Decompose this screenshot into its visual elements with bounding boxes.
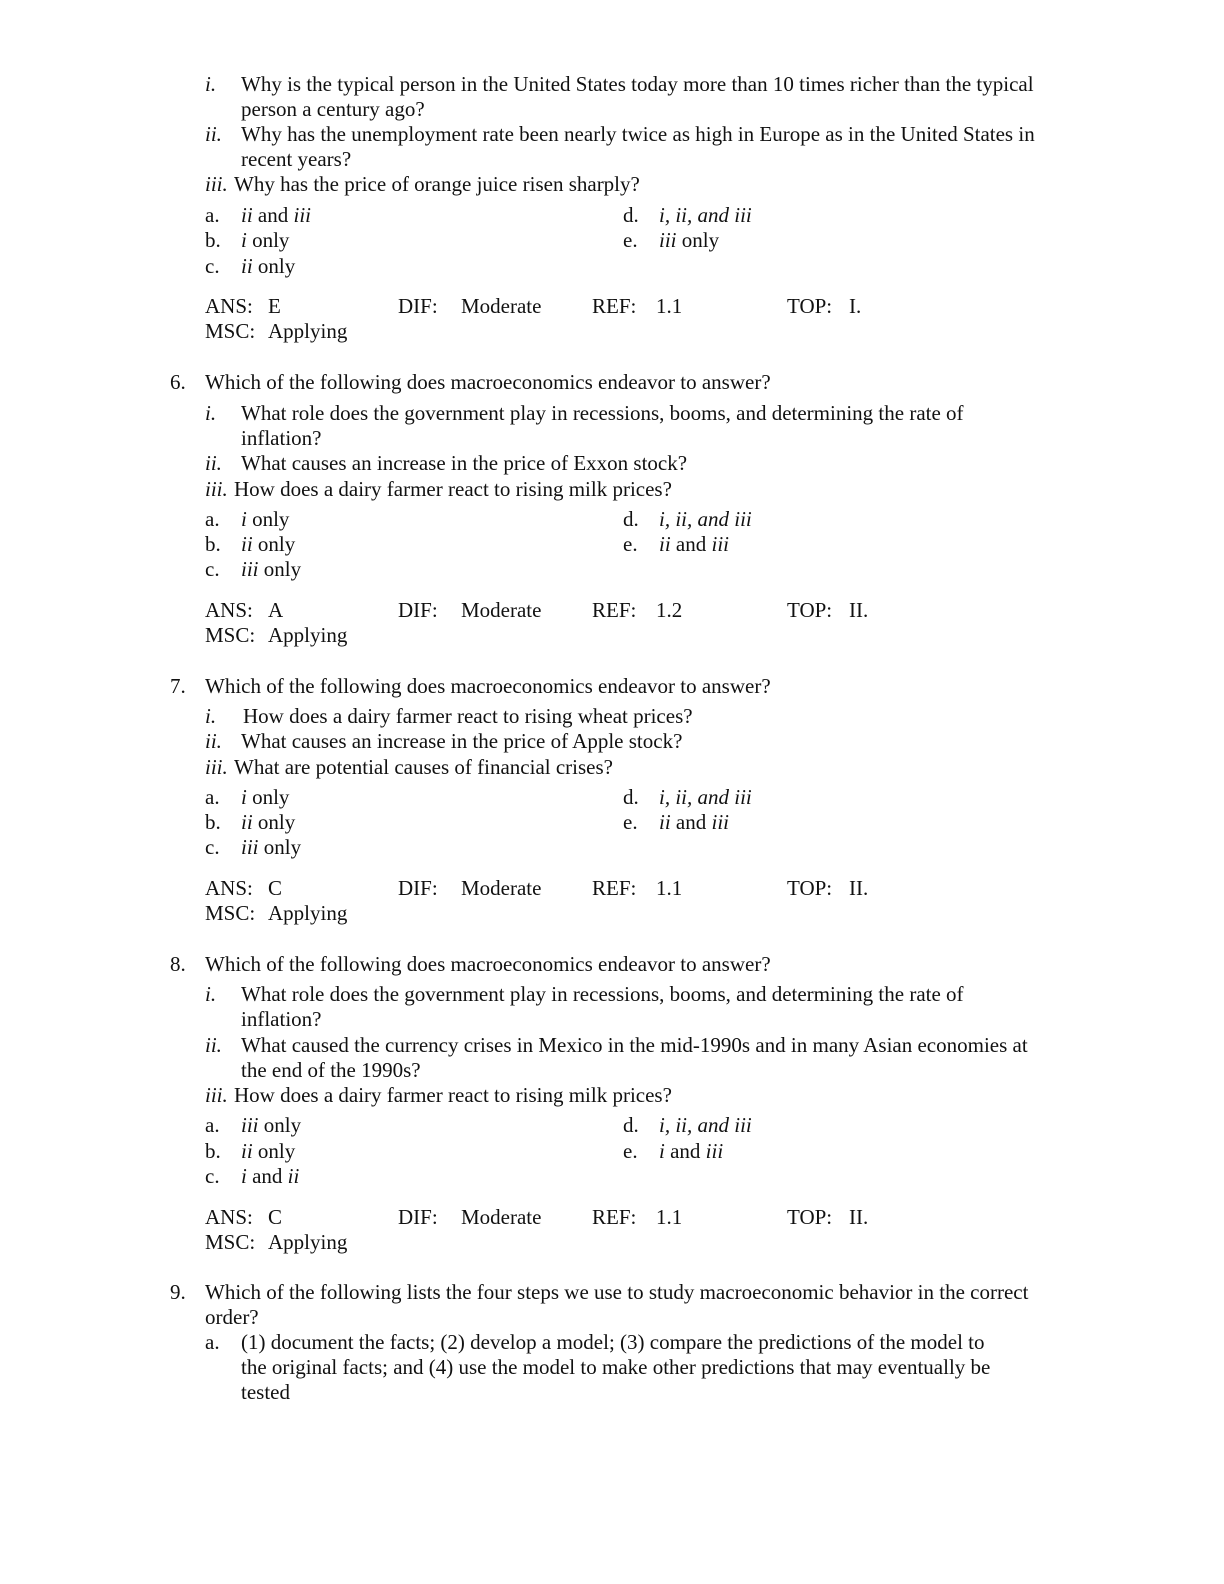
option-letter: a.	[205, 1113, 220, 1137]
option-e-text: ii and iii	[659, 532, 730, 556]
item-text: What causes an increase in the price of Exxon stock?	[241, 451, 688, 475]
option-a-text: ii and iii	[241, 203, 312, 227]
answer-label: ANS:	[205, 598, 253, 622]
question-text: Which of the following does macroeconomics endeavor to answer?	[205, 370, 771, 394]
answer-label: ANS:	[205, 876, 253, 900]
difficulty-label: DIF:	[398, 598, 438, 622]
item-text: Why has the unemployment rate been nearly twice as high in Europe as in the United States in	[241, 122, 1035, 146]
option-letter: a.	[205, 507, 220, 531]
item-text: What caused the currency crises in Mexico in the mid-1990s and in many Asian economies at	[241, 1033, 1028, 1057]
option-letter: b.	[205, 532, 221, 556]
option-b-text: ii only	[241, 1139, 296, 1163]
item-text: What causes an increase in the price of Apple stock?	[241, 729, 683, 753]
option-a-text: i only	[241, 785, 290, 809]
option-a-text: the original facts; and (4) use the model to make other predictions that may eventually be	[241, 1355, 991, 1379]
answer-value: E	[268, 294, 281, 318]
option-letter: b.	[205, 228, 221, 252]
item-text: inflation?	[241, 426, 322, 450]
option-a-text: tested	[241, 1380, 290, 1404]
option-letter: d.	[623, 785, 639, 809]
option-letter: c.	[205, 557, 220, 581]
item-text: How does a dairy farmer react to rising wheat prices?	[243, 704, 693, 728]
item-number: iii.	[205, 1083, 228, 1107]
msc-label: MSC:	[205, 1230, 256, 1254]
option-c-text: iii only	[241, 835, 302, 859]
item-text: What are potential causes of financial crises?	[234, 755, 613, 779]
reference-value: 1.1	[656, 876, 683, 900]
difficulty-label: DIF:	[398, 876, 438, 900]
answer-value: C	[268, 876, 283, 900]
msc-value: Applying	[268, 623, 348, 647]
option-d-text: i, ii, and iii	[659, 785, 752, 809]
topic-label: TOP:	[787, 876, 833, 900]
item-text: How does a dairy farmer react to rising milk prices?	[234, 1083, 672, 1107]
option-letter: c.	[205, 254, 220, 278]
difficulty-label: DIF:	[398, 294, 438, 318]
option-d-text: i, ii, and iii	[659, 507, 752, 531]
question-text: Which of the following does macroeconomics endeavor to answer?	[205, 952, 771, 976]
option-letter: e.	[623, 228, 638, 252]
reference-value: 1.1	[656, 294, 683, 318]
option-e-text: i and iii	[659, 1139, 724, 1163]
option-letter: a.	[205, 203, 220, 227]
difficulty-label: DIF:	[398, 1205, 438, 1229]
topic-value: II.	[849, 876, 869, 900]
option-a-text: iii only	[241, 1113, 302, 1137]
question-text: Which of the following lists the four steps we use to study macroeconomic behavior in the correct	[205, 1280, 1029, 1304]
option-letter: e.	[623, 810, 638, 834]
item-number: iii.	[205, 172, 228, 196]
option-letter: b.	[205, 810, 221, 834]
item-number: i.	[205, 72, 217, 96]
option-b-text: i only	[241, 228, 290, 252]
topic-label: TOP:	[787, 598, 833, 622]
question-number: 7.	[170, 674, 186, 698]
option-letter: e.	[623, 1139, 638, 1163]
option-d-text: i, ii, and iii	[659, 203, 752, 227]
item-text: the end of the 1990s?	[241, 1058, 421, 1082]
option-letter: b.	[205, 1139, 221, 1163]
topic-label: TOP:	[787, 294, 833, 318]
topic-value: II.	[849, 598, 869, 622]
item-text: How does a dairy farmer react to rising milk prices?	[234, 477, 672, 501]
msc-label: MSC:	[205, 623, 256, 647]
reference-label: REF:	[592, 598, 637, 622]
difficulty-value: Moderate	[461, 1205, 542, 1229]
msc-label: MSC:	[205, 901, 256, 925]
option-c-text: ii only	[241, 254, 296, 278]
item-number: iii.	[205, 477, 228, 501]
item-number: ii.	[205, 122, 222, 146]
option-c-text: i and ii	[241, 1164, 300, 1188]
reference-label: REF:	[592, 876, 637, 900]
item-text: What role does the government play in recessions, booms, and determining the rate of	[241, 401, 964, 425]
option-e-text: iii only	[659, 228, 720, 252]
reference-label: REF:	[592, 294, 637, 318]
question-text: order?	[205, 1305, 259, 1329]
answer-value: A	[268, 598, 284, 622]
difficulty-value: Moderate	[461, 294, 542, 318]
option-letter: a.	[205, 1330, 220, 1354]
option-letter: d.	[623, 507, 639, 531]
option-letter: c.	[205, 1164, 220, 1188]
option-a-text: (1) document the facts; (2) develop a model; (3) compare the predictions of the model to	[241, 1330, 985, 1354]
option-a-text: i only	[241, 507, 290, 531]
option-d-text: i, ii, and iii	[659, 1113, 752, 1137]
answer-value: C	[268, 1205, 283, 1229]
item-text: What role does the government play in recessions, booms, and determining the rate of	[241, 982, 964, 1006]
item-number: i.	[205, 982, 217, 1006]
option-letter: d.	[623, 203, 639, 227]
item-number: ii.	[205, 1033, 222, 1057]
option-c-text: iii only	[241, 557, 302, 581]
reference-value: 1.2	[656, 598, 683, 622]
msc-label: MSC:	[205, 319, 256, 343]
item-text: Why is the typical person in the United States today more than 10 times richer than the typical	[241, 72, 1034, 96]
reference-label: REF:	[592, 1205, 637, 1229]
item-text: person a century ago?	[241, 97, 425, 121]
answer-label: ANS:	[205, 1205, 253, 1229]
difficulty-value: Moderate	[461, 598, 542, 622]
item-text: inflation?	[241, 1007, 322, 1031]
topic-label: TOP:	[787, 1205, 833, 1229]
option-e-text: ii and iii	[659, 810, 730, 834]
item-number: ii.	[205, 729, 222, 753]
option-letter: e.	[623, 532, 638, 556]
answer-label: ANS:	[205, 294, 253, 318]
difficulty-value: Moderate	[461, 876, 542, 900]
question-number: 8.	[170, 952, 186, 976]
option-letter: d.	[623, 1113, 639, 1137]
item-number: ii.	[205, 451, 222, 475]
question-text: Which of the following does macroeconomics endeavor to answer?	[205, 674, 771, 698]
question-number: 6.	[170, 370, 186, 394]
option-letter: a.	[205, 785, 220, 809]
msc-value: Applying	[268, 319, 348, 343]
option-b-text: ii only	[241, 810, 296, 834]
item-number: i.	[205, 704, 217, 728]
reference-value: 1.1	[656, 1205, 683, 1229]
item-text: recent years?	[241, 147, 352, 171]
msc-value: Applying	[268, 1230, 348, 1254]
option-letter: c.	[205, 835, 220, 859]
item-number: iii.	[205, 755, 228, 779]
topic-value: I.	[849, 294, 862, 318]
topic-value: II.	[849, 1205, 869, 1229]
item-number: i.	[205, 401, 217, 425]
option-b-text: ii only	[241, 532, 296, 556]
msc-value: Applying	[268, 901, 348, 925]
item-text: Why has the price of orange juice risen sharply?	[234, 172, 640, 196]
question-number: 9.	[170, 1280, 186, 1304]
